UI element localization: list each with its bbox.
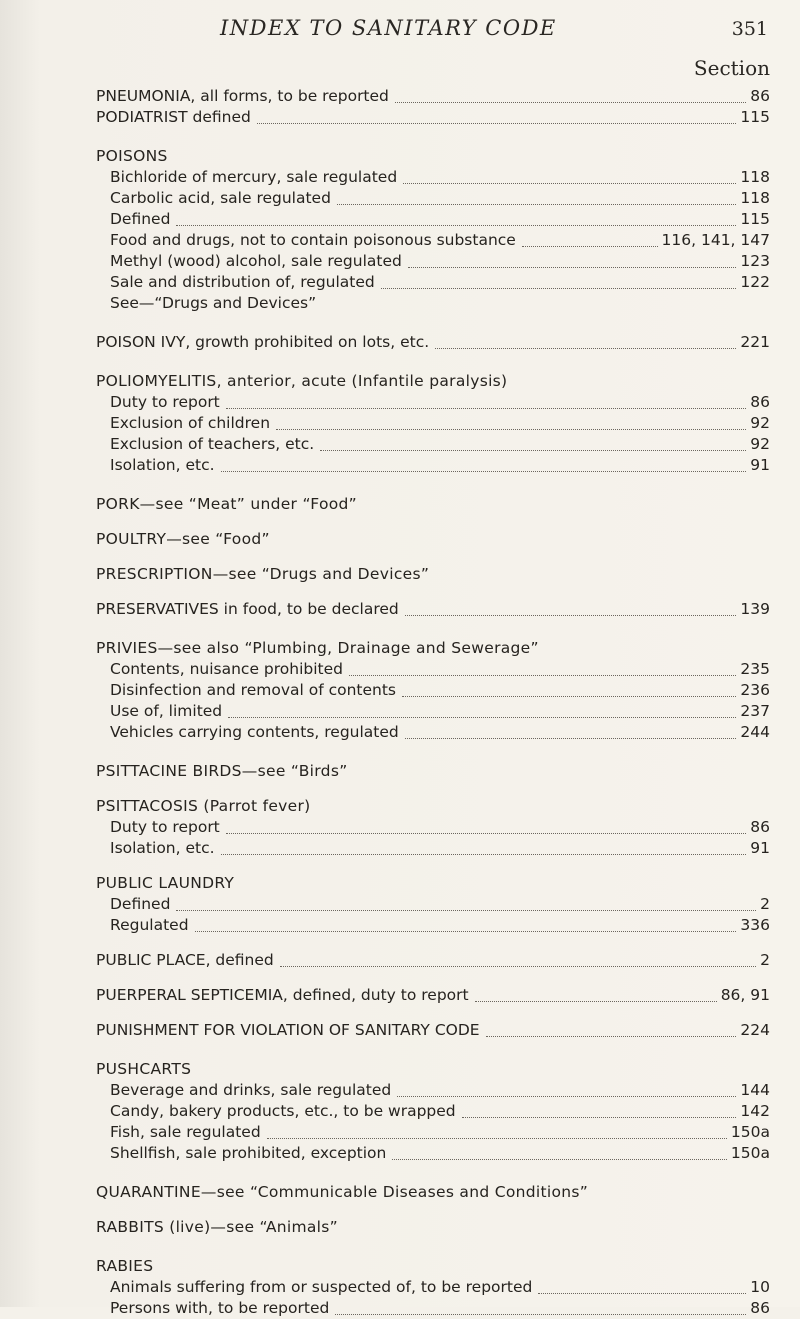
entry-text: Vehicles carrying contents, regulated [110,723,399,741]
index-subentry [0,167,800,188]
dot-leader [402,680,736,697]
section-reference: 221 [740,333,770,351]
entry-text: Defined [110,210,171,228]
entry-text: Regulated [110,916,189,934]
entry-text: Isolation, etc. [110,839,215,857]
dot-leader [257,107,737,124]
entry-text: Defined [110,895,171,913]
section-reference: 144 [740,1081,770,1099]
dot-leader [405,722,737,739]
entry-text: Candy, bakery products, etc., to be wrapped [110,1102,456,1120]
section-reference: 123 [740,252,770,270]
entry-text: Exclusion of teachers, etc. [110,435,315,453]
index-heading [0,371,800,392]
entry-text: Exclusion of children [110,414,271,432]
running-title: INDEX TO SANITARY CODE [220,16,557,40]
index-entry [0,950,800,971]
section-reference: 336 [740,916,770,934]
index-subentry [0,894,800,915]
index-subentry [0,1080,800,1101]
entry-text: Bichloride of mercury, sale regulated [110,168,398,186]
dot-leader [337,188,736,205]
spacer [0,515,800,529]
index-subentry [0,1143,800,1164]
index-entry [0,107,800,128]
entry-text: Fish, sale regulated [110,1123,261,1141]
section-reference: 86 [750,393,770,411]
section-reference: 118 [740,168,770,186]
section-reference: 92 [750,414,770,432]
section-reference: 139 [740,600,770,618]
index-subentry [0,1298,800,1319]
index-subentry [0,209,800,230]
index-heading [0,1059,800,1080]
entry-text: Shellfish, sale prohibited, exception [110,1144,387,1162]
index-entry [0,985,800,1006]
index-subentry [0,1277,800,1298]
dot-leader [475,985,717,1002]
dot-leader [486,1020,737,1037]
dot-leader [408,251,737,268]
index-entry [0,332,800,353]
section-reference: 237 [740,702,770,720]
section-reference: 150a [730,1123,770,1141]
dot-leader [280,950,756,967]
index-subentry [0,434,800,455]
entry-text: Isolation, etc. [110,456,215,474]
index-subentry [0,272,800,293]
dot-leader [538,1277,746,1294]
index-subentry [0,455,800,476]
spacer [0,936,800,950]
dot-leader [392,1143,727,1160]
spacer [0,859,800,873]
index-subentry [0,722,800,743]
index-heading [0,146,800,167]
entry-text: PSITTACINE BIRDS—see “Birds” [96,762,348,780]
spacer [0,476,800,494]
index-subentry [0,659,800,680]
spacer [0,1164,800,1182]
section-reference: 10 [750,1278,770,1296]
spacer [0,353,800,371]
index-subentry [0,230,800,251]
entry-text: PNEUMONIA, all forms, to be reported [96,87,389,105]
entry-text: PRESERVATIVES in food, to be declared [96,600,399,618]
section-reference: 2 [760,895,770,913]
entry-text: Contents, nuisance prohibited [110,660,343,678]
section-reference: 116, 141, 147 [661,231,770,249]
entry-text: PUERPERAL SEPTICEMIA, defined, duty to report [96,986,469,1004]
entry-text: POULTRY—see “Food” [96,530,270,548]
entry-text: POISONS [96,147,168,165]
index-subentry [0,251,800,272]
spacer [0,1238,800,1256]
index-subentry [0,1101,800,1122]
index-subentry [0,293,800,314]
dot-leader [221,838,747,855]
index-subentry [0,701,800,722]
entry-text: Animals suffering from or suspected of, to be reported [110,1278,533,1296]
spacer [0,128,800,146]
entry-text: Methyl (wood) alcohol, sale regulated [110,252,402,270]
entry-text: QUARANTINE—see “Communicable Diseases and Conditions” [96,1183,589,1201]
spacer [0,971,800,985]
entry-text: PUBLIC LAUNDRY [96,874,235,892]
spacer [0,743,800,761]
entry-text: POISON IVY, growth prohibited on lots, etc. [96,333,430,351]
dot-leader [320,434,746,451]
index-heading [0,1217,800,1238]
index-subentry [0,915,800,936]
dot-leader [381,272,737,289]
spacer [0,585,800,599]
dot-leader [435,332,736,349]
section-reference: 86 [750,87,770,105]
section-reference: 91 [750,456,770,474]
section-reference: 142 [740,1102,770,1120]
spacer [0,620,800,638]
entry-text: Use of, limited [110,702,223,720]
section-reference: 115 [740,108,770,126]
entry-text: PUBLIC PLACE, defined [96,951,274,969]
index-heading [0,564,800,585]
index-subentry [0,1122,800,1143]
section-reference: 236 [740,681,770,699]
index-subentry [0,413,800,434]
index-heading [0,796,800,817]
index-heading [0,761,800,782]
index-heading [0,494,800,515]
index-heading [0,1256,800,1277]
dot-leader [226,817,747,834]
entry-text: PUSHCARTS [96,1060,192,1078]
entry-text: PRIVIES—see also “Plumbing, Drainage and Sewerage” [96,639,539,657]
spacer [0,1041,800,1059]
dot-leader [522,230,658,247]
dot-leader [195,915,737,932]
entry-text: POLIOMYELITIS, anterior, acute (Infantile paralysis) [96,372,508,390]
dot-leader [276,413,746,430]
dot-leader [405,599,737,616]
index-subentry [0,392,800,413]
section-reference: 115 [740,210,770,228]
index-heading [0,529,800,550]
entry-text: Food and drugs, not to contain poisonous substance [110,231,516,249]
section-reference: 224 [740,1021,770,1039]
index-heading [0,1182,800,1203]
entry-text: Duty to report [110,818,220,836]
dot-leader [349,659,736,676]
entry-text: Beverage and drinks, sale regulated [110,1081,392,1099]
index-subentry [0,838,800,859]
dot-leader [403,167,736,184]
dot-leader [176,209,736,226]
section-reference: 86, 91 [720,986,770,1004]
spacer [0,1006,800,1020]
dot-leader [176,894,756,911]
dot-leader [397,1080,736,1097]
dot-leader [462,1101,737,1118]
page-header [0,8,800,48]
index-heading [0,873,800,894]
section-reference: 2 [760,951,770,969]
section-reference: 150a [730,1144,770,1162]
index-entry [0,86,800,107]
section-reference: 92 [750,435,770,453]
entry-text: PRESCRIPTION—see “Drugs and Devices” [96,565,430,583]
dot-leader [395,86,746,103]
entry-text: Persons with, to be reported [110,1299,330,1317]
entry-text: Duty to report [110,393,220,411]
index-list [0,86,800,1319]
index-entry [0,599,800,620]
dot-leader [226,392,747,409]
entry-text: RABBITS (live)—see “Animals” [96,1218,338,1236]
dot-leader [267,1122,727,1139]
spacer [0,782,800,796]
entry-text: See—“Drugs and Devices” [110,294,317,312]
entry-text: Carbolic acid, sale regulated [110,189,331,207]
entry-text: PUNISHMENT FOR VIOLATION OF SANITARY CODE [96,1021,480,1039]
section-reference: 122 [740,273,770,291]
section-reference: 118 [740,189,770,207]
section-column-label: Section [693,56,770,80]
index-subentry [0,680,800,701]
entry-text: PORK—see “Meat” under “Food” [96,495,358,513]
entry-text: PSITTACOSIS (Parrot fever) [96,797,311,815]
section-reference: 91 [750,839,770,857]
dot-leader [221,455,747,472]
entry-text: Disinfection and removal of contents [110,681,397,699]
page-number: 351 [731,18,768,40]
index-subentry [0,188,800,209]
section-reference: 235 [740,660,770,678]
spacer [0,1203,800,1217]
index-entry [0,1020,800,1041]
index-heading [0,638,800,659]
spacer [0,314,800,332]
entry-text: PODIATRIST defined [96,108,251,126]
section-reference: 244 [740,723,770,741]
entry-text: Sale and distribution of, regulated [110,273,375,291]
spacer [0,550,800,564]
entry-text: RABIES [96,1257,154,1275]
section-reference: 86 [750,818,770,836]
index-subentry [0,817,800,838]
section-reference: 86 [750,1299,770,1317]
dot-leader [228,701,736,718]
